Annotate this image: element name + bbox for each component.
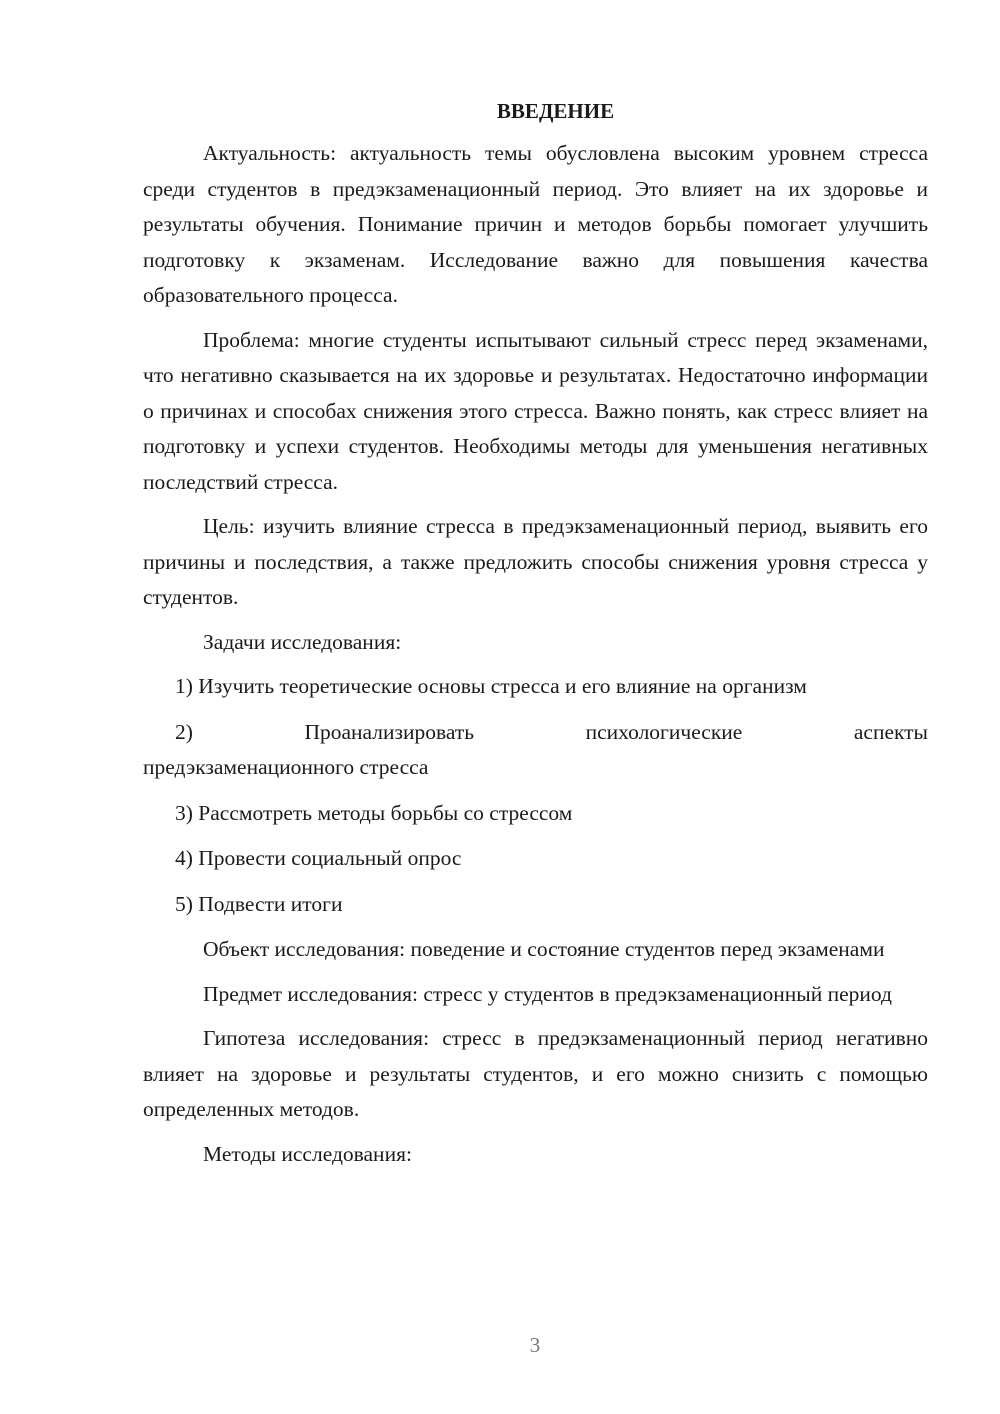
task-item-5: 5) Подвести итоги: [175, 891, 343, 916]
task-item-2-word-3: аспекты: [853, 719, 928, 744]
paragraph-goal: Цель: изучить влияние стресса в предэкзаменационный период, выявить его причины и последствия, а также предложить способы снижения уровня стресса у студентов.: [143, 514, 928, 609]
paragraph-hypothesis: Гипотеза исследования: стресс в предэкзаменационный период негативно влияет на здоровье и результаты студентов, и его можно снизить с помощью определенных методов.: [143, 1026, 928, 1121]
task-item-2-second-line: предэкзаменационного стресса: [143, 755, 429, 779]
paragraph-methods: Методы исследования:: [203, 1141, 412, 1166]
task-item-2-number: 2): [175, 719, 193, 744]
task-item-3: 3) Рассмотреть методы борьбы со стрессом: [175, 800, 573, 825]
paragraph-problem: Проблема: многие студенты испытывают сильный стресс перед экзаменами, что негативно сказывается на их здоровье и результатах. Недостаточно информации о причинах и способах снижения этого стресса. Важно понять, как стресс влияет на подготовку и успехи студентов. Необходимы методы для уменьшения негативных последствий стресса.: [143, 327, 928, 494]
task-item-2: [143, 715, 928, 786]
task-item-4: 4) Провести социальный опрос: [175, 846, 462, 870]
task-item-2-word-1: Проанализировать: [304, 719, 475, 744]
task-item-2-first-line: [143, 715, 928, 751]
task-item-2-word-2: психологические: [585, 719, 743, 744]
paragraph-subject: Предмет исследования: стресс у студентов в предэкзаменационный период: [203, 981, 892, 1006]
page-title: ВВЕДЕНИЕ: [496, 99, 615, 123]
paragraph-object: Объект исследования: поведение и состояние студентов перед экзаменами: [203, 937, 885, 961]
task-item-1: 1) Изучить теоретические основы стресса и его влияние на организм: [175, 674, 807, 698]
tasks-heading: Задачи исследования:: [203, 629, 402, 654]
paragraph-relevance: Актуальность: актуальность темы обусловлена высоким уровнем стресса среди студентов в предэкзаменационный период. Это влияет на их здоровье и результаты обучения. Понимание причин и методов борьбы помогает улучшить подготовку к экзаменам. Исследование важно для повышения качества образовательного процесса.: [143, 141, 928, 307]
page-number: 3: [529, 1333, 541, 1357]
